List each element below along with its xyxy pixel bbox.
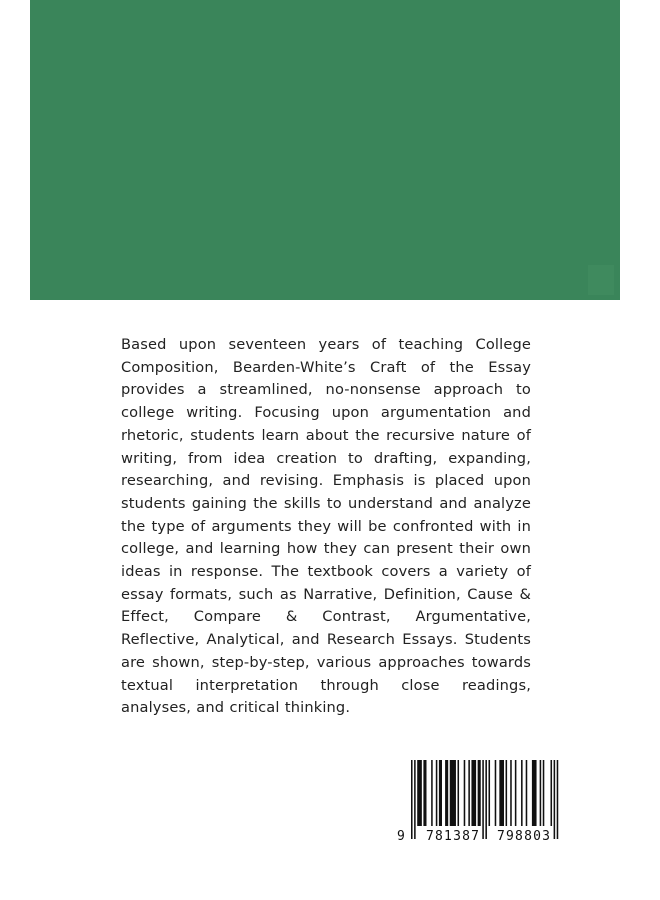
barcode-bar (521, 760, 523, 826)
barcode-bar (526, 760, 528, 826)
back-cover-blurb: Based upon seventeen years of teaching College Composition, Bearden-White’s Craft of the Essay provides a streamlined, no-nonsense approach to college writing. Focusing upon argumentation and rhetoric, students learn about the recursive nature of writing, from idea creation to drafting, expanding, researching, and revising. Emphasis is placed upon students gaining the skills to understand and analyze the type of arguments they will be confronted with in college, and learning how they can present their own ideas in response. The textbook covers a variety of essay formats, such as Narrative, Definition, Cause & Effect, Compare & Contrast, Argumentative, Reflective, Analytical, and Research Essays. Students are shown, step-by-step, various approaches towards textual interpretation through close readings, analyses, and critical thinking. (121, 336, 531, 717)
panel-corner-mark (588, 265, 614, 295)
barcode-guard-bar (411, 760, 413, 839)
barcode-bar (468, 760, 470, 826)
cover-color-panel (30, 0, 620, 300)
barcode-guard-bar (485, 760, 487, 839)
barcode-bar (551, 760, 553, 826)
barcode-bar (543, 760, 545, 826)
barcode-bar (450, 760, 456, 826)
barcode-bar (506, 760, 508, 826)
barcode-guard-bar (414, 760, 416, 839)
barcode-bar (532, 760, 537, 826)
barcode-bar (499, 760, 504, 826)
barcode-digit-first: 9 (397, 829, 405, 842)
barcode-bar (495, 760, 497, 826)
barcode-bar (471, 760, 476, 826)
barcode-bar (458, 760, 460, 826)
barcode-digits-left: 781387 (426, 829, 481, 842)
isbn-barcode (395, 760, 570, 842)
barcode-guard-bar (482, 760, 484, 839)
barcode-bar (417, 760, 422, 826)
barcode-bar (478, 760, 481, 826)
barcode-bar (540, 760, 542, 826)
barcode-guard-bar (557, 760, 559, 839)
barcode-guard-bar (554, 760, 556, 839)
barcode-bar (515, 760, 517, 826)
barcode-bar (423, 760, 426, 826)
barcode-bar (510, 760, 512, 826)
barcode-bar (464, 760, 466, 826)
barcode-bar (445, 760, 448, 826)
barcode-bar (431, 760, 433, 826)
barcode-bar (439, 760, 442, 826)
barcode-bar (436, 760, 438, 826)
barcode-bar (489, 760, 491, 826)
barcode-digits-right: 798803 (497, 829, 552, 842)
